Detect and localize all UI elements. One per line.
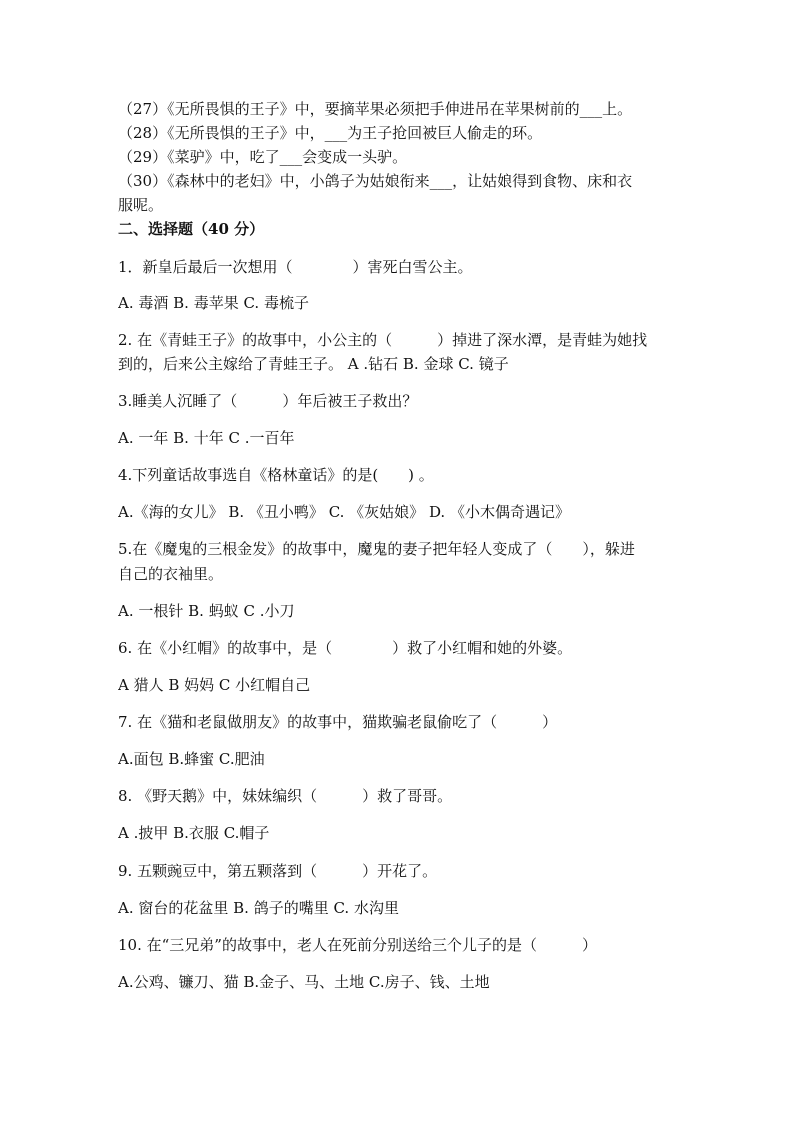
question-1: 1．新皇后最后一次想用（ ）害死白雪公主。	[118, 258, 473, 276]
question-6: 6. 在《小红帽》的故事中，是（ ）救了小红帽和她的外婆。	[118, 639, 573, 657]
question-2: 2. 在《青蛙王子》的故事中，小公主的（ ）掉进了深水潭，是青蛙为她找	[118, 331, 648, 349]
question-9-options: A. 窗台的花盆里 B. 鸽子的嘴里 C. 水沟里	[118, 899, 399, 917]
question-9: 9. 五颗豌豆中，第五颗落到（ ）开花了。	[118, 862, 438, 880]
question-4: 4.下列童话故事选自《格林童话》的是( ) 。	[118, 466, 434, 484]
question-4-options: A.《海的女儿》 B. 《丑小鸭》 C. 《灰姑娘》 D. 《小木偶奇遇记》	[118, 503, 570, 521]
fill-blank-28: （28）《无所畏惧的王子》中，___为王子抢回被巨人偷走的环。	[118, 124, 543, 142]
question-5-cont: 自己的衣袖里。	[118, 565, 224, 583]
question-5-options: A. 一根针 B. 蚂蚁 C .小刀	[118, 602, 295, 620]
question-10-options: A.公鸡、镰刀、猫 B.金子、马、土地 C.房子、钱、土地	[118, 973, 490, 991]
question-8: 8. 《野天鹅》中，妹妹编织（ ）救了哥哥。	[118, 787, 453, 805]
question-10: 10. 在“三兄弟”的故事中，老人在死前分别送给三个儿子的是（ ）	[118, 936, 597, 954]
question-3: 3.睡美人沉睡了（ ）年后被王子救出？	[118, 392, 418, 410]
question-2-cont: 到的，后来公主嫁给了青蛙王子。 A .钻石 B. 金球 C. 镜子	[118, 355, 509, 373]
fill-blank-27: （27）《无所畏惧的王子》中，要摘苹果必须把手伸进吊在苹果树前的___上。	[118, 100, 633, 118]
question-7-options: A.面包 B.蜂蜜 C.肥油	[118, 750, 265, 768]
question-3-options: A. 一年 B. 十年 C .一百年	[118, 429, 295, 447]
fill-blank-29: （29）《菜驴》中，吃了___会变成一头驴。	[118, 148, 408, 166]
question-5: 5.在《魔鬼的三根金发》的故事中，魔鬼的妻子把年轻人变成了（ ），躲进	[118, 540, 635, 558]
question-7: 7. 在《猫和老鼠做朋友》的故事中，猫欺骗老鼠偷吃了（ ）	[118, 713, 558, 731]
question-8-options: A .披甲 B.衣服 C.帽子	[118, 824, 270, 842]
fill-blank-30-cont: 服呢。	[118, 196, 164, 214]
section-title: 二、选择题（40 分）	[118, 220, 265, 238]
question-6-options: A 猎人 B 妈妈 C 小红帽自己	[118, 676, 311, 694]
question-1-options: A. 毒酒 B. 毒苹果 C. 毒梳子	[118, 294, 309, 312]
fill-blank-30: （30）《森林中的老妇》中，小鸽子为姑娘衔来___，让姑娘得到食物、床和衣	[118, 172, 633, 190]
